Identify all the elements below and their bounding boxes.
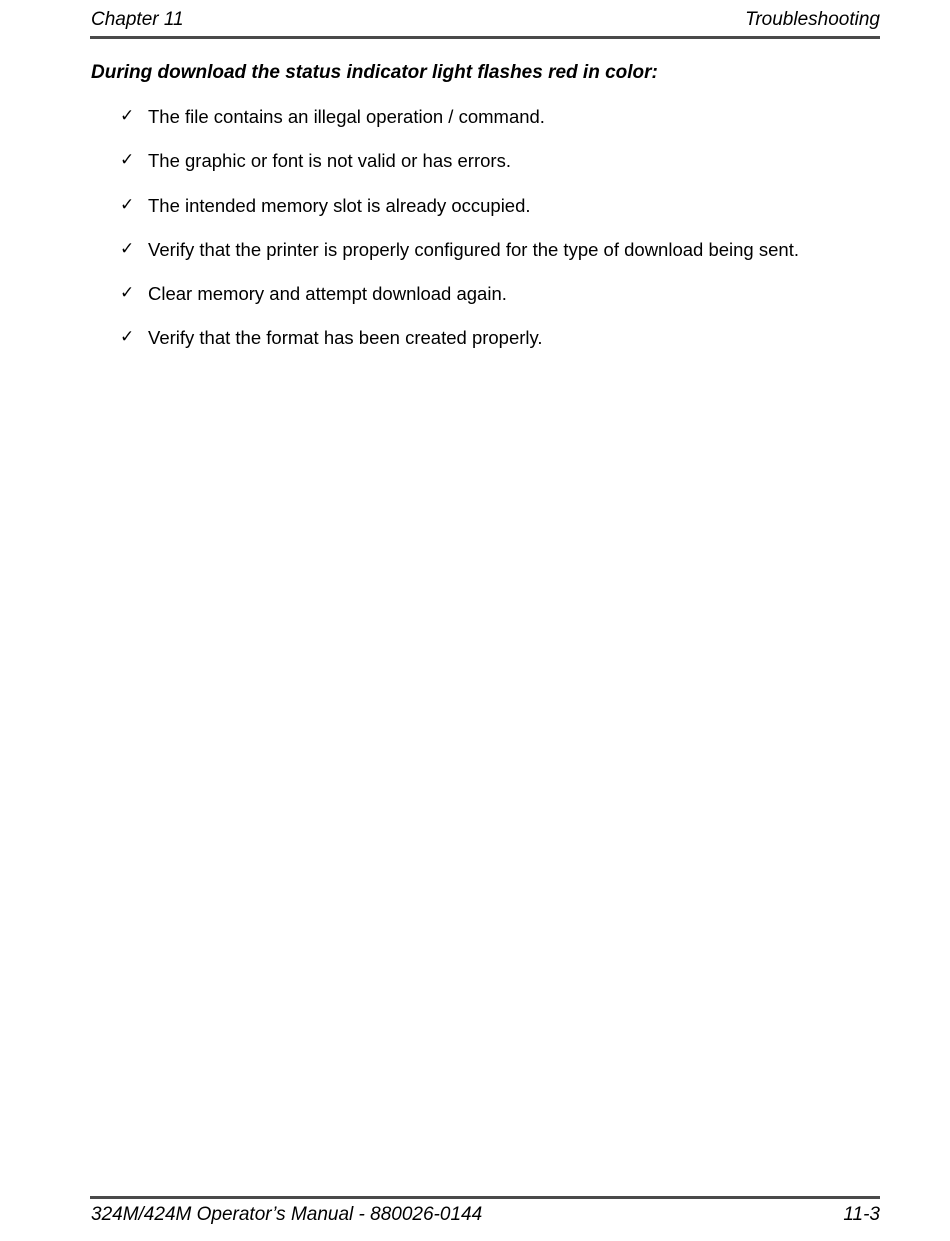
page-footer [90, 1196, 880, 1231]
check-icon: ✓ [120, 194, 135, 215]
list-item-text: Verify that the printer is properly configured for the type of download being sent. [148, 238, 799, 260]
list-item-text: The graphic or font is not valid or has errors. [148, 150, 511, 172]
check-icon: ✓ [120, 238, 135, 259]
chapter-label: Chapter 11 [91, 9, 184, 30]
list-item-text: The file contains an illegal operation / command. [148, 106, 545, 127]
list-item-text: Verify that the format has been created properly. [148, 327, 543, 349]
page-number: 11-3 [843, 1204, 880, 1225]
check-icon: ✓ [120, 106, 135, 126]
check-icon: ✓ [120, 283, 135, 304]
check-icon: ✓ [120, 150, 135, 171]
section-heading: During download the status indicator light flashes red in color: [91, 62, 658, 83]
section-label: Troubleshooting [745, 9, 880, 30]
manual-title: 324M/424M Operator’s Manual - 880026-0144 [91, 1204, 483, 1225]
page-header [90, 8, 880, 39]
list-item-text: Clear memory and attempt download again. [148, 283, 507, 305]
list-item-text: The intended memory slot is already occupied. [148, 194, 531, 216]
check-icon: ✓ [120, 327, 135, 348]
